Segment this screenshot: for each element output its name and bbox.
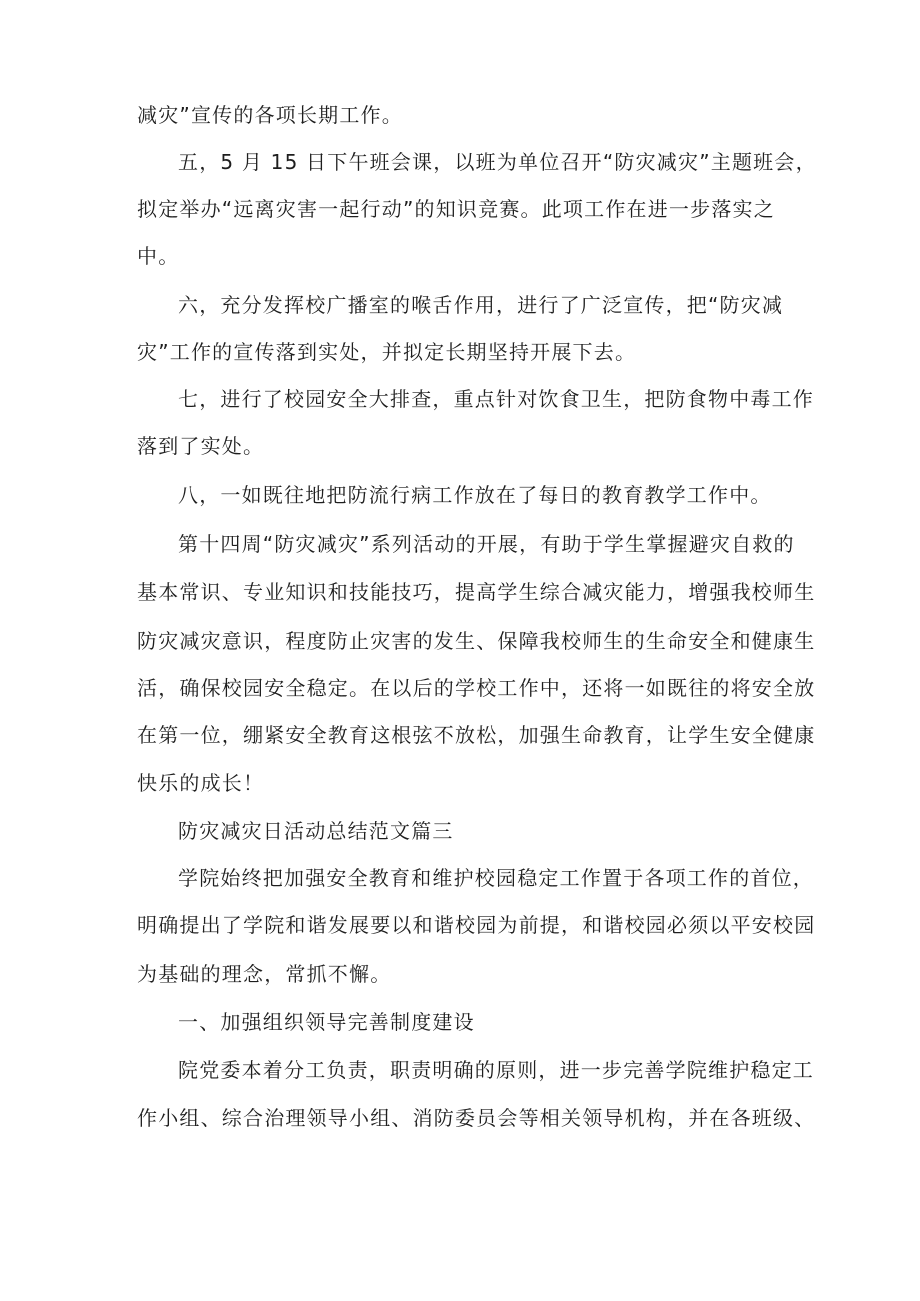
text-line: 在第一位，绷紧安全教育这根弦不放松，加强生命教育，让学生安全健康: [137, 723, 816, 747]
text-line: 作小组、综合治理领导小组、消防委员会等相关领导机构，并在各班级、: [137, 1106, 816, 1130]
section-heading: 防灾减灾日活动总结范文篇三: [178, 819, 454, 843]
text-line: 中。: [137, 244, 180, 268]
text-line: 活，确保校园安全稳定。在以后的学校工作中，还将一如既往的将安全放: [137, 676, 816, 700]
text-line: 七，进行了校园安全大排查，重点针对饮食卫生，把防食物中毒工作: [178, 387, 814, 411]
text-line: 六，充分发挥校广播室的喉舌作用，进行了广泛宣传，把“防灾减: [178, 293, 784, 317]
text-line: 拟定举办“远离灾害一起行动”的知识竞赛。此项工作在进一步落实之: [137, 197, 775, 221]
text-line: 减灾”宣传的各项长期工作。: [137, 103, 403, 127]
subsection-heading: 一、加强组织领导完善制度建设: [178, 1010, 475, 1034]
text-line: 为基础的理念，常抓不懈。: [137, 962, 392, 986]
text-line: 灾”工作的宣传落到实处，并拟定长期坚持开展下去。: [137, 340, 637, 364]
text-line: 学院始终把加强安全教育和维护校园稳定工作置于各项工作的首位，: [178, 866, 814, 890]
text-line: 防灾减灾意识，程度防止灾害的发生、保障我校师生的生命安全和健康生: [137, 629, 816, 653]
text-line: 明确提出了学院和谐发展要以和谐校园为前提，和谐校园必须以平安校园: [137, 913, 816, 937]
text-line: 院党委本着分工负责，职责明确的原则，进一步完善学院维护稳定工: [178, 1058, 814, 1082]
text-line: 五，5 月 15 日下午班会课，以班为单位召开“防灾减灾”主题班会，: [178, 150, 817, 174]
text-line: 第十四周“防灾减灾”系列活动的开展，有助于学生掌握避灾自救的: [178, 532, 795, 556]
text-line: 落到了实处。: [137, 434, 265, 458]
text-line: 快乐的成长！: [137, 771, 265, 795]
text-line: 基本常识、专业知识和技能技巧，提高学生综合减灾能力，增强我校师生: [137, 580, 816, 604]
text-line: 八，一如既往地把防流行病工作放在了每日的教育教学工作中。: [178, 483, 772, 507]
